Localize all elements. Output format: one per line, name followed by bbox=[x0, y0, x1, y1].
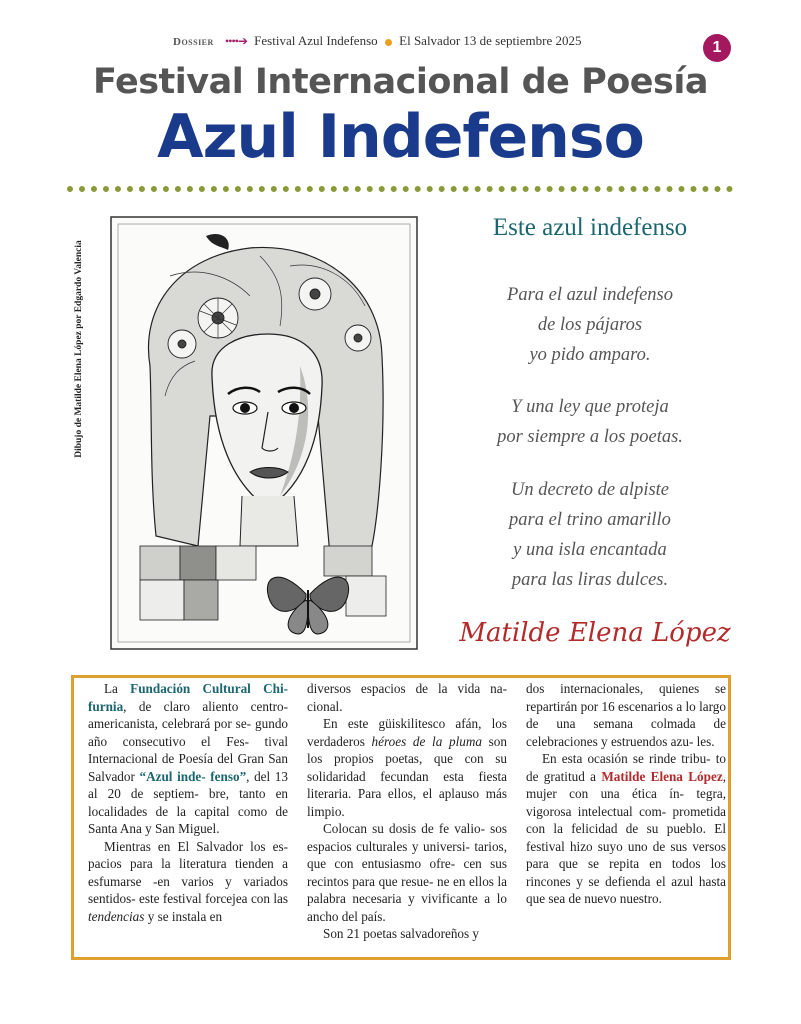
honoree-name: Matilde Elena bbox=[601, 768, 683, 784]
page-title-line2: Azul Indefenso bbox=[157, 102, 644, 172]
place-date: El Salvador 13 de septiembre 2025 bbox=[399, 33, 582, 48]
paragraph: Son 21 poetas salvadoreños y bbox=[323, 926, 480, 941]
poem-stanza-2 bbox=[440, 392, 740, 452]
image-credit-text: Dibujo de Matilde Elena López por Edgardo Valencia bbox=[73, 240, 84, 458]
poem-title: Este azul indefenso bbox=[492, 214, 688, 241]
section-label: Dossier bbox=[173, 36, 214, 48]
paragraph: La Fundación Cultural Chi- furnia, de claro aliento centro- americanista, celebrará por se- gundo año consecutivo el Fes- tival Internacional de Poesía del Gran San Salvador “Azul inde- fenso”, del 13 al 20 de septiem- bre, tanto en localidades de la capital como de Santa Ana y San Miguel. bbox=[88, 681, 289, 836]
paragraph: dos internacionales, quienes se repartirán por 16 escenarios a lo largo de una semana colmada de celebraciones y estruendos azu- les. bbox=[526, 681, 726, 749]
bullet-dot-icon bbox=[385, 39, 392, 46]
paragraph: En este güiskilitesco afán, los verdaderos héroes de la pluma son los propios poetas, que con su solidaridad fecundan esta fiesta literaria. Para ellos, el aplauso más limpio. bbox=[307, 716, 508, 819]
paragraph: En esta ocasión se rinde tribu- to de gratitud a Matilde Elena López, mujer con una ética ín- tegra, vigorosa intelectual com- prometida con la felicidad de su pueblo. El festival hizo suyo uno de sus versos para que se repita en todos los rincones y se defienda el azul hasta que sea de nuevo nuestro. bbox=[526, 751, 727, 906]
poem-line: Para el azul indefenso bbox=[507, 285, 673, 305]
poem-line: Un decreto de alpiste bbox=[510, 480, 670, 500]
poem-author-signature: Matilde Elena López bbox=[459, 618, 731, 648]
image-credit bbox=[72, 218, 85, 480]
poem-line: y una isla encantada bbox=[513, 540, 667, 560]
page-title-line1: Festival Internacional de Poesía bbox=[93, 62, 708, 102]
portrait-drawing bbox=[110, 216, 418, 650]
page-number-badge: 1 bbox=[703, 34, 731, 62]
poem-stanza-3 bbox=[440, 475, 740, 595]
paragraph: Colocan su dosis de fe valio- sos espacios culturales y universi- tarios, que con entusiasmo ofre- cen sus recintos para que resue- ne en ellos la palabra necesaria y vivificante a lo ancho del país. bbox=[307, 821, 508, 924]
poem-line: yo pido amparo. bbox=[529, 345, 651, 365]
paragraph: diversos espacios de la vida na- cional. bbox=[307, 681, 507, 714]
poem-line: para las liras dulces. bbox=[511, 570, 669, 590]
event-name: Festival Azul Indefenso bbox=[254, 33, 378, 48]
poem-line: de los pájaros bbox=[537, 315, 643, 335]
poem-stanza-1 bbox=[440, 280, 740, 370]
festival-name: “Azul inde- bbox=[139, 768, 206, 784]
article-column-3 bbox=[526, 680, 726, 908]
poem-line: para el trino amarillo bbox=[509, 510, 671, 530]
poem-line: por siempre a los poetas. bbox=[497, 427, 683, 447]
header-line bbox=[173, 33, 653, 49]
arrow-icon: ••••➔ bbox=[225, 34, 247, 48]
poem-line: Y una ley que proteja bbox=[511, 397, 669, 417]
dotted-divider bbox=[67, 186, 733, 192]
article-box bbox=[71, 675, 731, 960]
article-column-2 bbox=[307, 680, 507, 943]
article-column-1 bbox=[88, 680, 288, 925]
paragraph: Mientras en El Salvador los es- pacios para la literatura tienden a esfumarse -en varios y variados sentidos- este festival forcejea con las tendencias y se instala en bbox=[88, 838, 289, 924]
foundation-name: Fundación Cultural Chi- bbox=[130, 681, 288, 696]
